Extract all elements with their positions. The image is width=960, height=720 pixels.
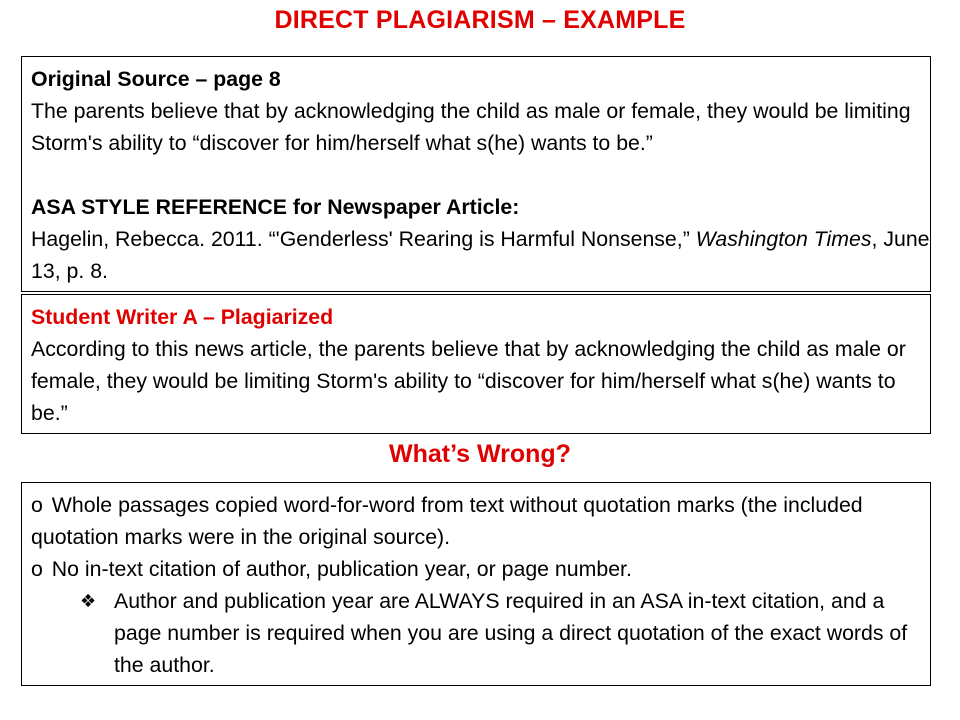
original-source-box bbox=[21, 56, 931, 292]
original-source-text: The parents believe that by acknowledging the child as male or female, they would be limiting Storm's ability to “discover for him/herself what s(he) wants to be.” bbox=[31, 99, 911, 155]
list-item bbox=[31, 553, 930, 585]
original-source-heading: Original Source – page 8 bbox=[31, 67, 281, 91]
list-item-text: No in-text citation of author, publication year, or page number. bbox=[51, 557, 632, 581]
list-item-text: Whole passages copied word-for-word from text without quotation marks (the included quotation marks were in the original source). bbox=[31, 493, 863, 549]
student-heading: Student Writer A – Plagiarized bbox=[31, 305, 334, 329]
circle-bullet-icon: o bbox=[31, 493, 43, 517]
reference-heading: ASA STYLE REFERENCE for Newspaper Article: bbox=[31, 195, 520, 219]
sub-list-item-text: Author and publication year are ALWAYS required in an ASA in-text citation, and a page number is required when you are using a direct quotation of the exact words of the author. bbox=[114, 589, 908, 677]
reference-publication: Washington Times bbox=[695, 227, 872, 251]
whats-wrong-title: What’s Wrong? bbox=[389, 440, 571, 468]
reference-text bbox=[31, 223, 930, 287]
sub-list-item bbox=[31, 585, 930, 681]
page-title: DIRECT PLAGIARISM – EXAMPLE bbox=[274, 6, 686, 34]
reference-text-before: Hagelin, Rebecca. 2011. “'Genderless' Rearing is Harmful Nonsense,” bbox=[31, 227, 696, 251]
circle-bullet-icon: o bbox=[31, 557, 43, 581]
spacer bbox=[31, 159, 930, 191]
list-item bbox=[31, 489, 930, 553]
student-text: According to this news article, the parents believe that by acknowledging the child as male or female, they would be limiting Storm's ability to “discover for him/herself what s(he) wants to be.” bbox=[31, 337, 906, 425]
reference-text-after: , June 13, p. 8. bbox=[31, 227, 930, 283]
student-writer-box bbox=[21, 294, 931, 434]
diamond-bullet-icon: ❖ bbox=[80, 591, 97, 611]
whats-wrong-box bbox=[21, 482, 931, 686]
